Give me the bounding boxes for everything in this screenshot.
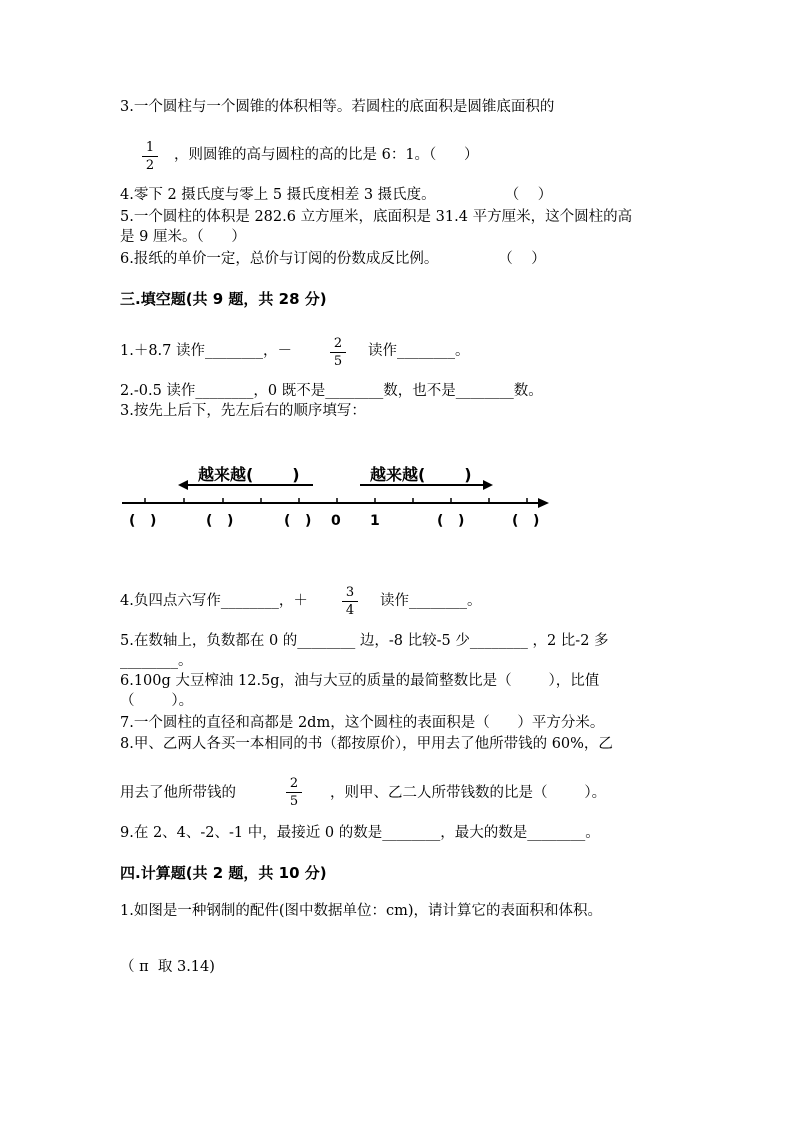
fill-q1-part1: 1.＋8.7 读作________，－ [120, 343, 293, 359]
fraction-numerator: 1 [145, 140, 155, 155]
fill-q8-line1: 8.甲、乙两人各买一本相同的书（都按原价），甲用去了他所带钱的 60%，乙 [120, 736, 613, 752]
judge-q5-line1: 5.一个圆柱的体积是 282.6 立方厘米，底面积是 31.4 平方厘米，这个圆柱的高 [120, 209, 633, 225]
axis-one-label: 1 [370, 513, 380, 529]
fraction-numerator: 3 [345, 585, 355, 600]
left-direction-label: 越来越( ) [198, 465, 300, 484]
fill-q8-part2: ，则甲、乙二人所带钱数的比是（ ）。 [330, 785, 607, 801]
fill-q6-line2: （ ）。 [120, 693, 194, 709]
fraction-denominator: 5 [289, 794, 299, 809]
calc-q1-line1: 1.如图是一种钢制的配件(图中数据单位：cm)，请计算它的表面积和体积。 [120, 903, 603, 919]
axis-blank-4: ( ) [437, 513, 465, 529]
fill-q5-line1: 5.在数轴上，负数都在 0 的________ 边，-8 比较-5 少________ ，2 比-2 多 [120, 633, 609, 649]
judge-q3-line1: 3.一个圆柱与一个圆锥的体积相等。若圆柱的底面积是圆锥底面积的 [120, 99, 555, 115]
fill-q1-part2: 读作________。 [368, 343, 470, 359]
axis-blank-5: ( ) [512, 513, 540, 529]
judge-q3-line2: ，则圆锥的高与圆柱的高的比是 6：1。（ ） [174, 147, 479, 163]
fraction-numerator: 2 [289, 776, 299, 791]
fill-q4-fraction [342, 585, 358, 618]
fill-q9: 9.在 2、4、-2、-1 中，最接近 0 的数是________，最大的数是________。 [120, 825, 600, 841]
section-4-title: 四.计算题(共 2 题，共 10 分) [120, 864, 327, 882]
fill-q5-line2: ________。 [120, 653, 193, 669]
axis-blank-1: ( ) [129, 513, 157, 529]
fill-q7: 7.一个圆柱的直径和高都是 2dm，这个圆柱的表面积是（ ）平方分米。 [120, 715, 605, 731]
judge-q6: 6.报纸的单价一定，总价与订阅的份数成反比例。 （ ） [120, 251, 546, 267]
right-direction-label: 越来越( ) [370, 465, 472, 484]
section-3-title: 三.填空题(共 9 题，共 28 分) [120, 290, 327, 308]
axis-blank-3: ( ) [284, 513, 312, 529]
fill-q4-part2: 读作________。 [380, 593, 482, 609]
axis-zero-label: 0 [331, 513, 341, 529]
axis-blank-2: ( ) [206, 513, 234, 529]
fill-q4-part1: 4.负四点六写作________，＋ [120, 593, 308, 609]
fill-q3: 3.按先上后下，先左后右的顺序填写： [120, 403, 366, 419]
fill-q8-part1: 用去了他所带钱的 [120, 785, 236, 801]
fill-q6-line1: 6.100g 大豆榨油 12.5g，油与大豆的质量的最简整数比是（ ），比值 [120, 673, 600, 689]
fraction-numerator: 2 [333, 336, 343, 351]
number-axis [122, 498, 549, 508]
judge-q4: 4.零下 2 摄氏度与零上 5 摄氏度相差 3 摄氏度。 （ ） [120, 187, 553, 203]
calc-q1-line2: （ π 取 3.14) [120, 959, 215, 975]
fraction-denominator: 2 [145, 158, 155, 173]
fraction-denominator: 5 [333, 354, 343, 369]
fill-q2: 2.-0.5 读作________，0 既不是________数，也不是________数。 [120, 383, 543, 399]
fill-q8-fraction [286, 776, 302, 809]
judge-q5-line2: 是 9 厘米。（ ） [120, 229, 246, 245]
fraction-denominator: 4 [345, 603, 355, 618]
